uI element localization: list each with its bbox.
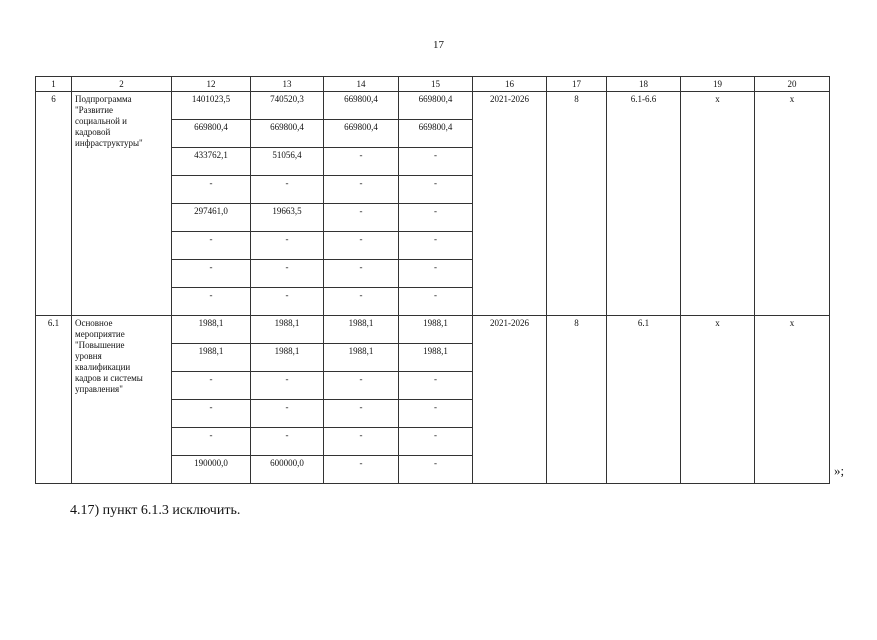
cell-c19: х [681,316,755,484]
value-cell: 1988,1 [324,344,399,372]
item-name: Подпрограмма "Развитие социальной и кадровой инфраструктуры" [72,92,172,316]
value-cell: - [172,176,251,204]
value-cell: - [324,232,399,260]
value-cell: - [399,148,473,176]
value-cell: - [324,456,399,484]
table-row [36,316,830,344]
data-table [35,76,830,484]
value-cell: - [251,232,324,260]
value-cell: 297461,0 [172,204,251,232]
value-cell: 1988,1 [251,316,324,344]
value-cell: 1988,1 [399,316,473,344]
value-cell: - [324,428,399,456]
value-cell: 1988,1 [324,316,399,344]
cell-c20: х [755,316,830,484]
value-cell: 600000,0 [251,456,324,484]
header-cell: 17 [547,77,607,92]
value-cell: - [251,428,324,456]
value-cell: 669800,4 [399,120,473,148]
value-cell: - [324,400,399,428]
value-cell: - [324,260,399,288]
value-cell: - [399,260,473,288]
cell-c17: 8 [547,316,607,484]
value-cell: - [251,176,324,204]
value-cell: - [172,372,251,400]
value-cell: 1988,1 [251,344,324,372]
value-cell: - [172,232,251,260]
value-cell: 19663,5 [251,204,324,232]
header-row [36,77,830,92]
value-cell: 1988,1 [172,316,251,344]
header-cell: 18 [607,77,681,92]
closing-quote-mark: »; [834,463,845,478]
cell-period: 2021-2026 [473,92,547,316]
value-cell: - [399,204,473,232]
value-cell: 669800,4 [251,120,324,148]
value-cell: 669800,4 [172,120,251,148]
value-cell: 669800,4 [399,92,473,120]
header-cell: 12 [172,77,251,92]
value-cell: - [251,400,324,428]
value-cell: - [172,428,251,456]
cell-c18: 6.1 [607,316,681,484]
cell-c18: 6.1-6.6 [607,92,681,316]
value-cell: 669800,4 [324,92,399,120]
value-cell: - [399,372,473,400]
table-row [36,92,830,120]
value-cell: 740520,3 [251,92,324,120]
value-cell: - [399,288,473,316]
value-cell: - [399,232,473,260]
value-cell: - [251,260,324,288]
item-name: Основное мероприятие "Повышение уровня квалификации кадров и системы управления" [72,316,172,484]
value-cell: - [324,204,399,232]
value-cell: 1401023,5 [172,92,251,120]
value-cell: 1988,1 [172,344,251,372]
row-number: 6 [36,92,72,316]
value-cell: 433762,1 [172,148,251,176]
value-cell: - [399,176,473,204]
header-cell: 14 [324,77,399,92]
value-cell: - [399,400,473,428]
cell-c20: х [755,92,830,316]
header-cell: 2 [72,77,172,92]
page-number: 17 [433,39,444,51]
header-cell: 19 [681,77,755,92]
header-cell: 13 [251,77,324,92]
cell-period: 2021-2026 [473,316,547,484]
value-cell: 51056,4 [251,148,324,176]
cell-c19: х [681,92,755,316]
value-cell: - [324,176,399,204]
value-cell: - [172,288,251,316]
value-cell: - [172,400,251,428]
header-cell: 1 [36,77,72,92]
value-cell: - [251,288,324,316]
row-number: 6.1 [36,316,72,484]
value-cell: - [324,372,399,400]
cell-c17: 8 [547,92,607,316]
header-cell: 16 [473,77,547,92]
value-cell: - [172,260,251,288]
value-cell: 669800,4 [324,120,399,148]
value-cell: 1988,1 [399,344,473,372]
value-cell: - [251,372,324,400]
header-cell: 20 [755,77,830,92]
value-cell: - [399,456,473,484]
header-cell: 15 [399,77,473,92]
paragraph-text: 4.17) пункт 6.1.3 исключить. [70,503,241,518]
value-cell: - [399,428,473,456]
value-cell: - [324,288,399,316]
value-cell: - [324,148,399,176]
value-cell: 190000,0 [172,456,251,484]
